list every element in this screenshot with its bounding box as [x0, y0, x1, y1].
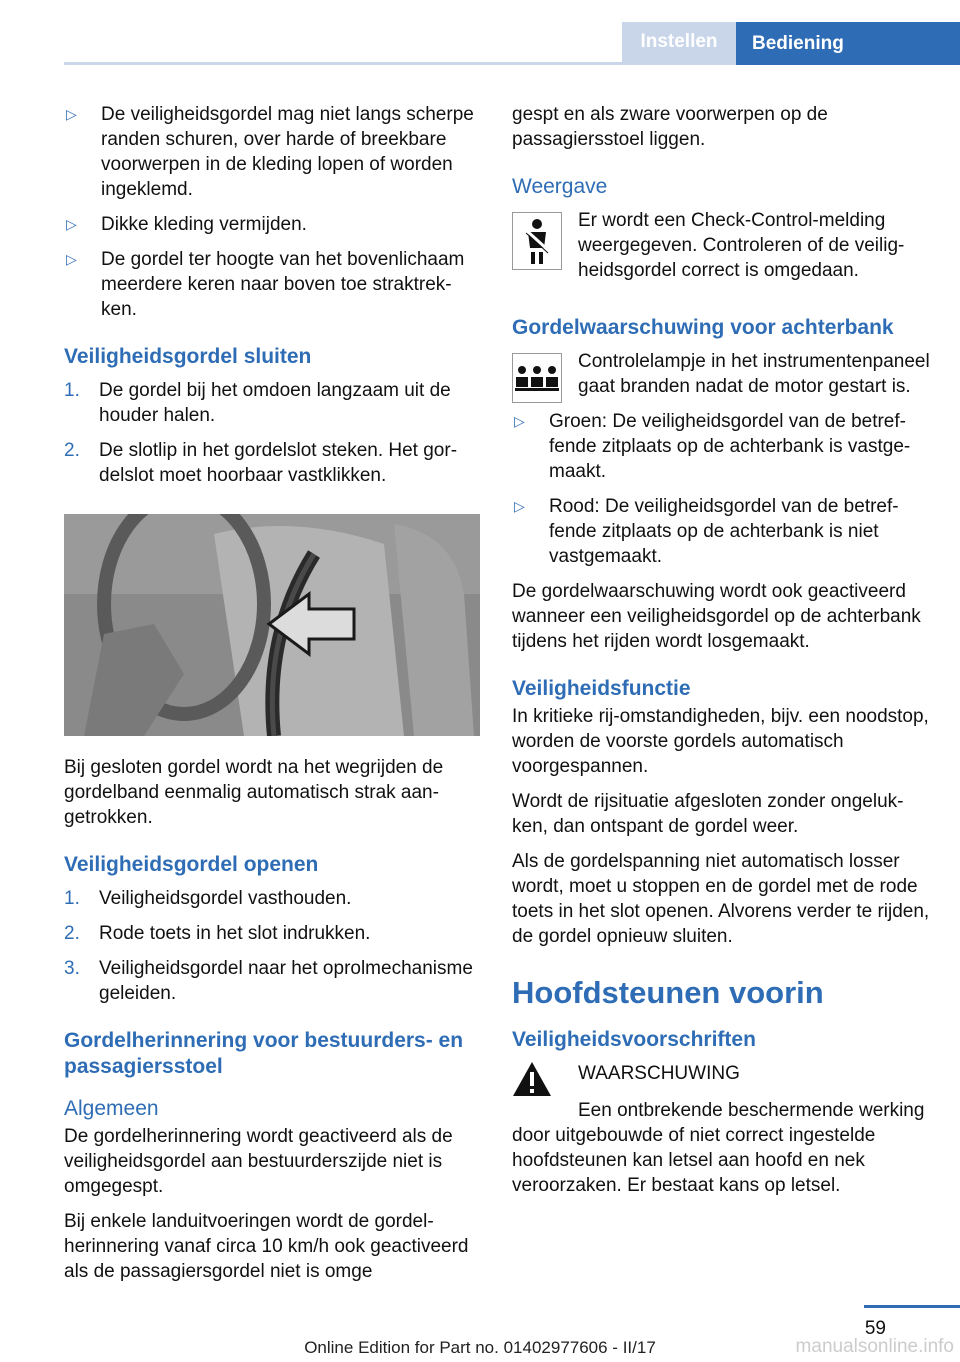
paragraph: Er wordt een Check-Control-melding weergegeven. Controleren of de veiligheidsgordel correct is omgedaan.	[578, 210, 905, 281]
list-item: ▷ Dikke kleding vermijden.	[66, 214, 307, 235]
paragraph: Bij gesloten gordel wordt na het wegrijden de gordelband eenmalig automatisch strak aangetrokken.	[64, 757, 444, 828]
icon-row	[512, 349, 932, 409]
triangle-bullet-icon: ▷	[514, 413, 525, 429]
step-item: 2. De slotlip in het gordelslot steken. Het gordelslot moet hoorbaar vastklikken.	[64, 440, 458, 486]
step-item: 1. Veiligheidsgordel vasthouden.	[64, 888, 352, 909]
paragraph: gespt en als zware voorwerpen op de passagiersstoel liggen.	[512, 104, 828, 150]
triangle-bullet-icon: ▷	[66, 216, 77, 232]
triangle-bullet-icon: ▷	[514, 498, 525, 514]
tab-instellen[interactable]: Instellen	[622, 22, 736, 62]
step-item: 1. De gordel bij het omdoen langzaam uit de houder halen.	[64, 380, 451, 426]
seatbelt-warning-icon	[512, 212, 562, 270]
paragraph: Als de gordelspanning niet automatisch losser wordt, moet u stoppen en de gordel met de rode toets in het slot openen. Alvorens verder te rijden, de gordel opnieuw sluiten.	[512, 851, 930, 947]
step-item: 3. Veiligheidsgordel naar het oprolmechanisme geleiden.	[64, 958, 473, 1004]
heading-sluiten: Veiligheidsgordel sluiten	[64, 345, 312, 368]
page-number: 59	[864, 1318, 886, 1339]
seatbelt-photo	[64, 514, 480, 736]
paragraph: Controlelampje in het instrumentenpaneel gaat branden nadat de motor gestart is.	[578, 351, 930, 397]
list-item: ▷ De veiligheidsgordel mag niet langs scherpe randen schuren, over harde of breekbare voorwerpen in de kleding lopen of worden ingeklemd.	[66, 104, 474, 200]
rear-seatbelt-icon	[512, 353, 562, 403]
heading-weergave: Weergave	[512, 175, 608, 198]
warning-triangle-icon	[512, 1061, 562, 1102]
heading-herinnering: Gordelherinnering voor bestuurders- en passagiersstoel	[64, 1029, 464, 1078]
heading-hoofdsteunen: Hoofdsteunen voorin	[512, 975, 824, 1010]
warning-title: WAARSCHUWING	[578, 1063, 740, 1084]
paragraph: Bij enkele landuitvoeringen wordt de gordelherinnering vanaf circa 10 km/h ook geactiveerd als de passagiersgordel niet is omge	[64, 1211, 469, 1282]
warning-text: Een ontbrekende beschermende werking door uitgebouwde of niet correct ingestelde hoofdsteunen kan letsel aan hoofd en nek veroorzaken. Er bestaat kans op letsel.	[512, 1100, 925, 1196]
heading-algemeen: Algemeen	[64, 1097, 159, 1120]
heading-voorschriften: Veiligheidsvoorschriften	[512, 1028, 756, 1051]
paragraph: Wordt de rijsituatie afgesloten zonder ongelukken, dan ontspant de gordel weer.	[512, 791, 904, 837]
list-item: ▷ Rood: De veiligheidsgordel van de betreffende zitplaats op de achterbank is niet vastgemaakt.	[514, 496, 899, 567]
step-item: 2. Rode toets in het slot indrukken.	[64, 923, 371, 944]
triangle-bullet-icon: ▷	[66, 106, 77, 122]
paragraph: In kritieke rij-omstandigheden, bijv. een noodstop, worden de voorste gordels automatisch voorgespannen.	[512, 706, 929, 777]
heading-achterbank: Gordelwaarschuwing voor achterbank	[512, 316, 894, 339]
list-item: ▷ De gordel ter hoogte van het bovenlichaam meerdere keren naar boven toe straktrekken.	[66, 249, 465, 320]
footer-rule	[864, 1305, 960, 1308]
left-column	[64, 102, 480, 1294]
edition-footer: Online Edition for Part no. 01402977606 - II/17	[304, 1338, 656, 1357]
triangle-bullet-icon: ▷	[66, 251, 77, 267]
list-item: ▷ Groen: De veiligheidsgordel van de betreffende zitplaats op de achterbank is vastgemaakt.	[514, 411, 911, 482]
icon-row	[512, 208, 932, 293]
tab-bediening[interactable]: Bediening	[736, 22, 960, 65]
warning-block	[512, 1061, 932, 1102]
watermark: manualsonline.info	[795, 1336, 954, 1357]
paragraph: De gordelwaarschuwing wordt ook geactiveerd wanneer een veiligheidsgordel op de achterbank tijdens het rijden wordt losgemaakt.	[512, 581, 921, 652]
paragraph: De gordelherinnering wordt geactiveerd als de veiligheidsgordel aan bestuurderszijde niet is omgegespt.	[64, 1126, 453, 1197]
heading-functie: Veiligheidsfunctie	[512, 677, 691, 700]
right-column	[512, 102, 932, 1208]
heading-openen: Veiligheidsgordel openen	[64, 853, 319, 876]
